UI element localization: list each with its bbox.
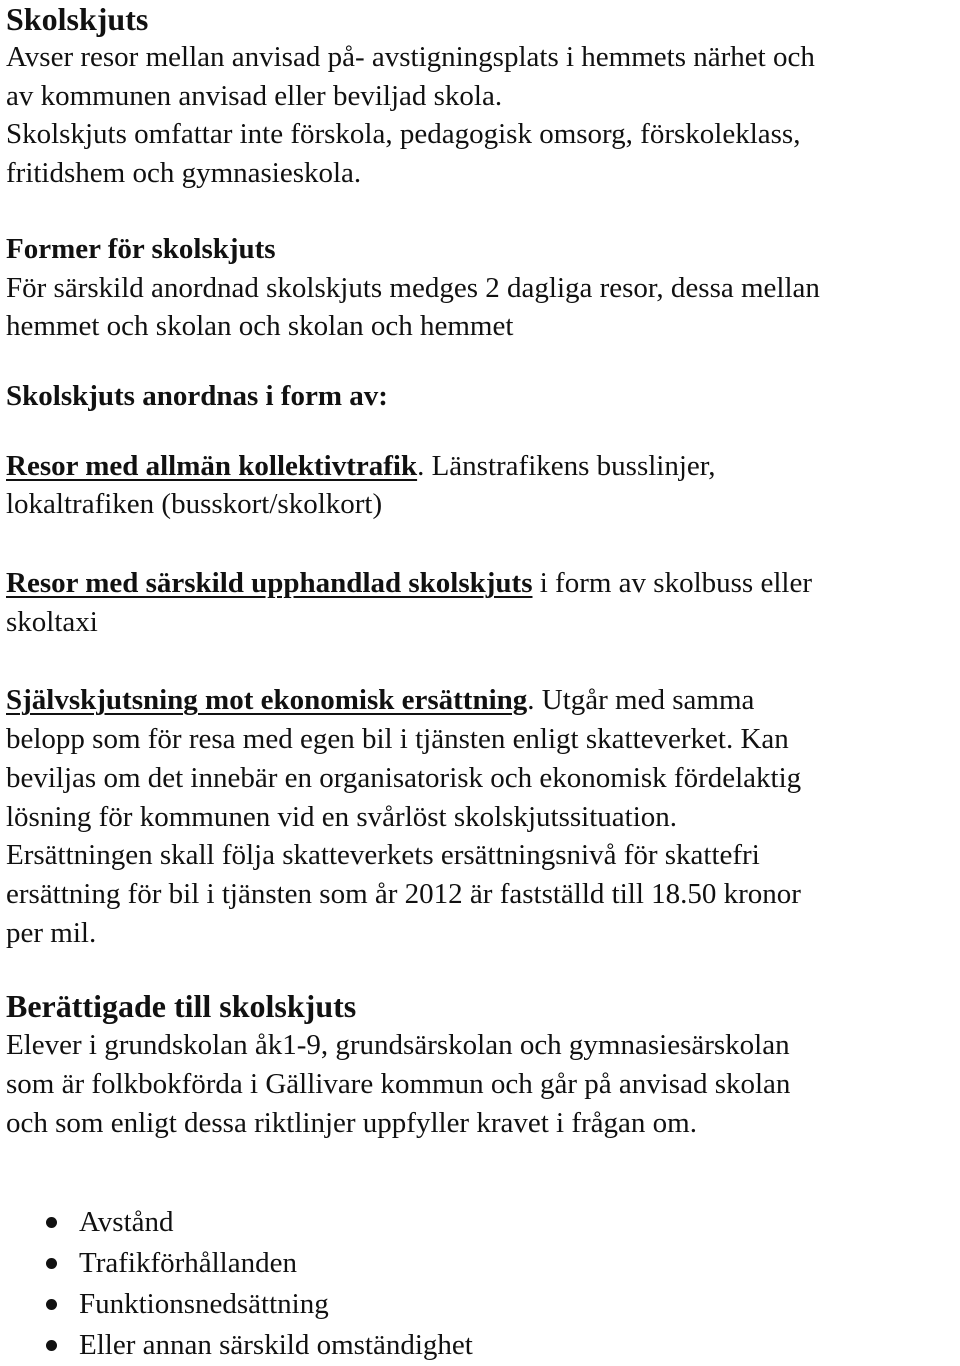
criteria-list — [6, 1202, 960, 1365]
underlined-term-sjalvskjutsning: Självskjutsning mot ekonomisk ersättning — [6, 684, 528, 717]
list-item — [6, 1325, 960, 1366]
text-line: Elever i grundskolan åk1-9, grundsärskolan och gymnasiesärskolan — [6, 1029, 790, 1062]
heading-skolskjuts: Skolskjuts — [6, 1, 149, 37]
text-line: ersättning för bil i tjänsten som år 2012 är fastställd till 18.50 kronor — [6, 877, 801, 910]
subheading-anordnas: Skolskjuts anordnas i form av: — [6, 379, 388, 412]
paragraph-former — [6, 269, 960, 346]
text-fragment: . Utgår med samma — [527, 684, 755, 717]
list-item — [6, 1243, 960, 1284]
paragraph-upphandlad-skolskjuts — [6, 564, 960, 641]
list-item — [6, 1284, 960, 1325]
text-line: fritidshem och gymnasieskola. — [6, 157, 362, 190]
bullet-icon — [46, 1299, 57, 1310]
list-item-label: Funktionsnedsättning — [79, 1288, 329, 1321]
paragraph-sjalvskjutsning — [6, 681, 960, 952]
heading-berattigade: Berättigade till skolskjuts — [6, 988, 357, 1025]
list-item — [6, 1202, 960, 1243]
text-fragment: i form av skolbuss eller — [532, 567, 812, 600]
bullet-icon — [46, 1340, 57, 1351]
underlined-term-upphandlad: Resor med särskild upphandlad skolskjuts — [6, 567, 533, 600]
text-line: belopp som för resa med egen bil i tjänsten enligt skatteverket. Kan — [6, 723, 789, 756]
paragraph-kollektivtrafik — [6, 447, 960, 524]
list-item-label: Trafikförhållanden — [79, 1247, 297, 1280]
paragraph-skolskjuts-definition — [6, 38, 960, 193]
list-item-label: Avstånd — [79, 1206, 174, 1239]
text-line: Avser resor mellan anvisad på- avstigningsplats i hemmets närhet och — [6, 41, 815, 73]
underlined-term-kollektivtrafik: Resor med allmän kollektivtrafik — [6, 449, 418, 482]
list-item-label: Eller annan särskild omständighet — [79, 1328, 473, 1361]
text-line: lokaltrafiken (busskort/skolkort) — [6, 488, 383, 521]
text-line: av kommunen anvisad eller beviljad skola. — [6, 79, 503, 112]
text-line: Ersättningen skall följa skatteverkets ersättningsnivå för skattefri — [6, 839, 760, 872]
text-line: beviljas om det innebär en organisatorisk och ekonomisk fördelaktig — [6, 761, 802, 794]
bullet-icon — [46, 1258, 57, 1269]
text-line: lösning för kommunen vid en svårlöst skolskjutssituation. — [6, 800, 678, 833]
text-line: skoltaxi — [6, 605, 98, 638]
text-line: per mil. — [6, 916, 97, 949]
text-line: Skolskjuts omfattar inte förskola, pedagogisk omsorg, förskoleklass, — [6, 118, 801, 151]
paragraph-berattigade — [6, 1026, 960, 1142]
heading-former: Former för skolskjuts — [6, 232, 276, 265]
bullet-icon — [46, 1217, 57, 1228]
text-line: och som enligt dessa riktlinjer uppfyller kravet i frågan om. — [6, 1106, 697, 1139]
text-line: som är folkbokförda i Gällivare kommun och går på anvisad skolan — [6, 1068, 791, 1101]
text-fragment: . Länstrafikens busslinjer, — [417, 449, 716, 482]
text-line: För särskild anordnad skolskjuts medges 2 dagliga resor, dessa mellan — [6, 271, 820, 304]
text-line: hemmet och skolan och skolan och hemmet — [6, 310, 514, 343]
